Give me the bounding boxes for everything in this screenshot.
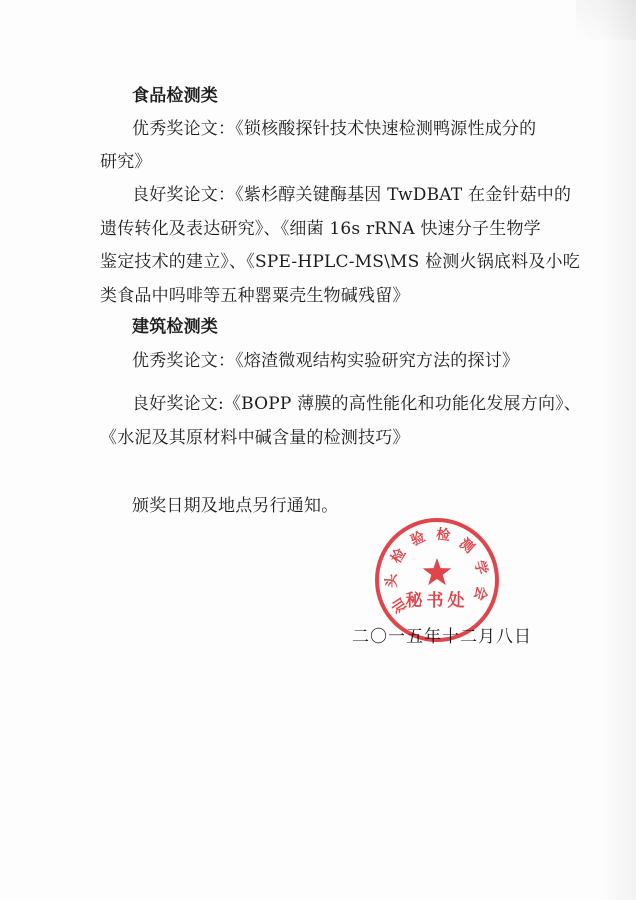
building-good-line: 《水泥及其原材料中碱含量的检测技巧》 xyxy=(100,428,410,448)
section-heading-food: 食品检测类 xyxy=(132,86,218,106)
scan-edge-shadow xyxy=(602,0,636,900)
food-good-line: 良好奖论文：《紫杉醇关键酶基因 TwDBAT 在金针菇中的 xyxy=(132,185,572,205)
seal-org-char: 会 xyxy=(470,584,490,603)
food-excellent-line: 研究》 xyxy=(100,152,152,172)
issue-date: 二〇一五年十二月八日 xyxy=(352,627,532,647)
seal-org-char: 头 xyxy=(383,573,401,588)
building-good-line: 良好奖论文:《BOPP 薄膜的高性能化和功能化发展方向》、 xyxy=(132,394,582,414)
seal-center-text: 秘书处 xyxy=(405,591,469,611)
seal-org-char: 汕 xyxy=(389,594,411,616)
food-good-line: 遗传转化及表达研究》、《细菌 16s rRNA 快速分子生物学 xyxy=(100,219,541,239)
award-notice: 颁奖日期及地点另行通知。 xyxy=(132,496,339,516)
seal-org-char: 检 xyxy=(435,526,452,545)
star-icon xyxy=(423,558,452,585)
seal-org-char: 测 xyxy=(455,535,478,557)
food-excellent-line: 优秀奖论文：《锁核酸探针技术快速检测鸭源性成分的 xyxy=(132,119,537,139)
food-good-line: 类食品中吗啡等五种罂粟壳生物碱残留》 xyxy=(100,286,410,306)
scan-corner-shadow xyxy=(576,0,636,40)
section-heading-building: 建筑检测类 xyxy=(132,317,218,337)
building-excellent-line: 优秀奖论文：《熔渣微观结构实验研究方法的探讨》 xyxy=(132,351,520,371)
seal-org-char: 学 xyxy=(470,558,490,577)
seal-org-char: 验 xyxy=(408,529,428,550)
seal-org-char: 检 xyxy=(388,545,410,567)
official-seal xyxy=(372,515,502,645)
food-good-line: 鉴定技术的建立》、《SPE-HPLC-MS\MS 检测火锅底料及小吃 xyxy=(100,252,580,272)
